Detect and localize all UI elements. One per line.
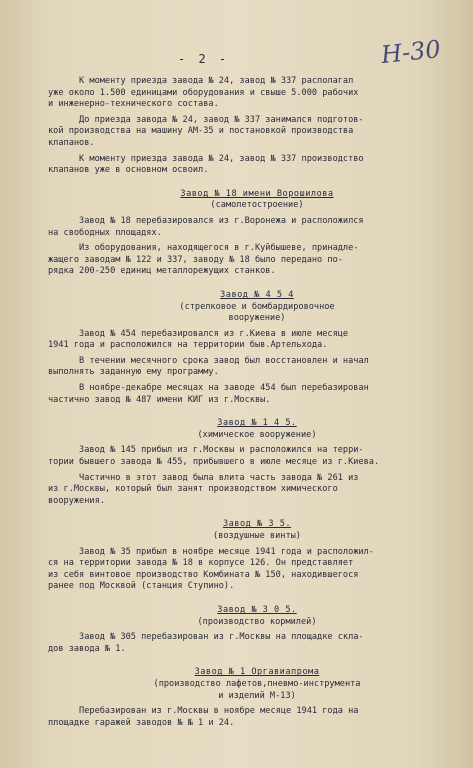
section-title: Завод № 1 Оргавиапрома (194, 667, 320, 678)
paragraph: Перебазирован из г.Москвы в ноябре месяце 1941 года на площадке гаражей заводов № № 1 и 24. (48, 706, 359, 728)
paragraph: В ноябре-декабре месяцах на заводе 454 был перебазирован частично завод № 487 имени КИГ из г.Москвы. (48, 383, 369, 405)
paragraph: В течении месячного срока завод был восстановлен и начал выполнять заданную ему программу. (48, 355, 369, 378)
paragraph: Завод № 305 перебазирован из г.Москвы на площадке скла- дов завода № 1. (48, 632, 364, 654)
page-number: - 2 - (178, 52, 230, 66)
paragraph: Из оборудования, находящегося в г.Куйбышеве, принадле- жащего заводам № 122 и 337, заводу № 18 было передано по- рядка 200-250 единиц металлорежущих станков. (48, 243, 359, 277)
section-title: Завод № 3 5. (222, 519, 292, 530)
section-subtitle: (производство лафетов,пневмо-инструмента и изделий М-13) (153, 678, 361, 701)
section-subtitle: (воздушные винты) (213, 531, 301, 541)
section-title: Завод № 1 4 5. (217, 418, 297, 429)
document-body (48, 76, 466, 733)
section-title: Завод № 18 имени Ворошилова (180, 188, 334, 199)
section-subtitle: (самолетостроение) (210, 200, 304, 211)
paragraph: До приезда завода № 24, завод № 337 занимался подготов- кой производства на машину АМ-35 и постановкой производства клапанов. (48, 114, 364, 148)
paragraph: Частично в этот завод была влита часть завода № 261 из из г.Москвы, который был занят производством химического вооружения. (48, 472, 359, 506)
paragraph: Завод № 454 перебазировался из г.Киева в июле месяце 1941 года и расположился на территории быв.Артельхода. (48, 328, 349, 351)
section-subtitle: (химическое вооружение) (197, 429, 317, 440)
section-title: Завод № 4 5 4 (220, 289, 294, 300)
paragraph: К моменту приезда завода № 24, завод № 337 производство клапанов уже в основном освоил. (48, 153, 364, 176)
paragraph: Завод № 145 прибыл из г.Москвы и расположился на терри- тории бывшего завода № 455, прибывшего в июле месяце из г.Киева. (48, 445, 380, 468)
paragraph: Завод № 35 прибыл в ноябре месяце 1941 года и расположил- ся на территории завода № 18 в корпусе 126. Он представляет из себя винтовое производство Комбината № 150, находившегося ранее под Москвой (станция Ступино). (48, 546, 374, 592)
section-subtitle: (производство кормилей) (197, 616, 317, 627)
handwritten-folio-mark: Н-30 (379, 34, 442, 70)
paragraph: К моменту приезда завода № 24, завод № 337 располагал уже около 1.500 единицами оборудования и свыше 5.000 рабочих и инженерно-технического состава. (48, 76, 359, 110)
section-title: Завод № 3 0 5. (217, 604, 297, 615)
paragraph: Завод № 18 перебазировался из г.Воронежа и расположился на свободных площадях. (48, 215, 364, 238)
section-subtitle: (стрелковое и бомбардировочное вооружение) (179, 301, 335, 324)
